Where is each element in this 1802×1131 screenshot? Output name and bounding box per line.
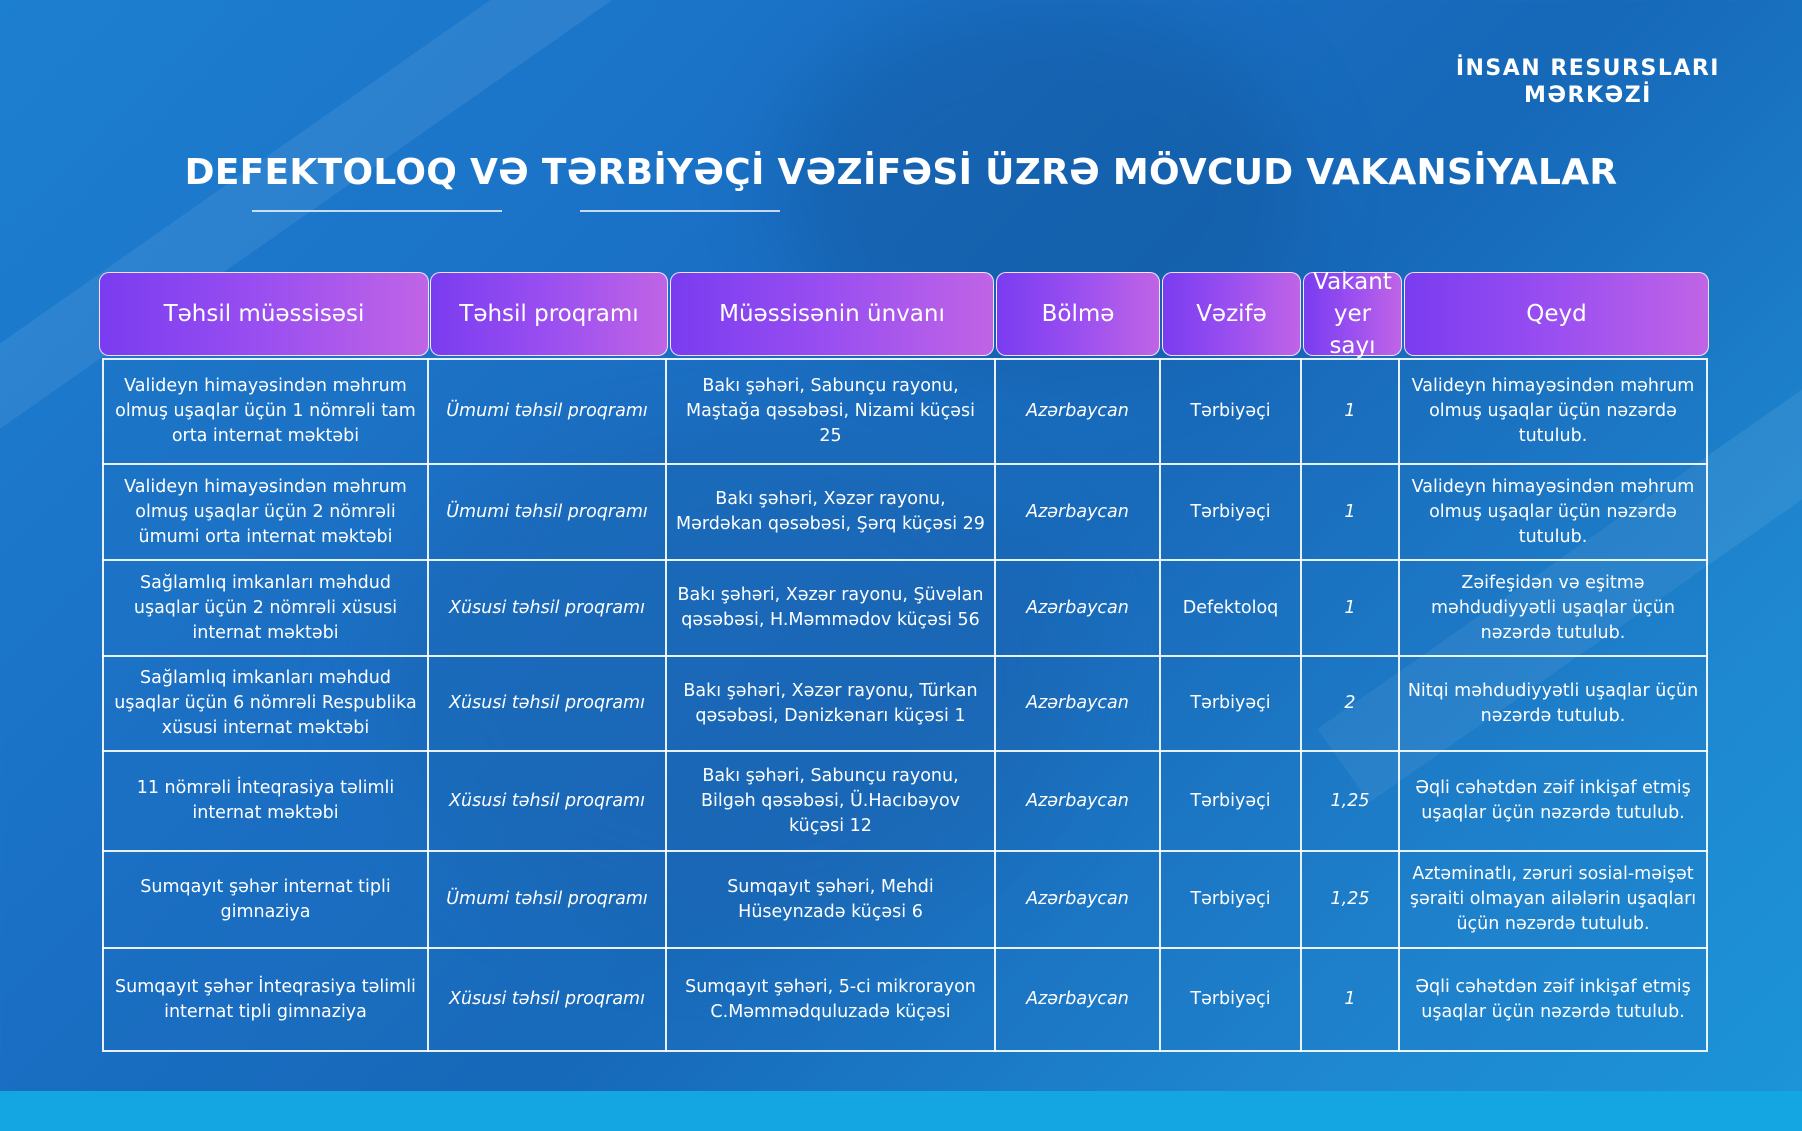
cell-address: Bakı şəhəri, Sabunçu rayonu, Maştağa qəsəbəsi, Nizami küçəsi 25 [685, 376, 976, 446]
cell-address: Sumqayıt şəhəri, Mehdi Hüseynzadə küçəsi 6 [727, 876, 934, 922]
cell-institution: Sumqayıt şəhər İnteqrasiya təlimli internat tipli gimnaziya [115, 976, 416, 1022]
cell-program: Xüsusi təhsil proqramı [449, 693, 645, 713]
header-institution: Təhsil müəssisəsi [99, 272, 429, 356]
page-title: DEFEKTOLOQ VƏ TƏRBİYƏÇİ VƏZİFƏSİ ÜZRƏ MÖVCUD VAKANSİYALAR [184, 152, 1618, 193]
cell-address: Bakı şəhəri, Xəzər rayonu, Şüvəlan qəsəbəsi, H.Məmmədov küçəsi 56 [677, 585, 984, 630]
cell-institution: 11 nömrəli İnteqrasiya təlimli internat məktəbi [136, 778, 395, 823]
title-underline-right [580, 210, 780, 212]
cell-position: Tərbiyəçi [1190, 501, 1271, 522]
cell-institution: Valideyn himayəsindən məhrum olmuş uşaqlar üçün 1 nömrəli tam orta internat məktəbi [115, 376, 416, 446]
cell-section: Azərbaycan [1026, 889, 1129, 909]
cell-address: Sumqayıt şəhəri, 5-ci mikrorayon C.Məmmədquluzadə küçəsi [685, 976, 976, 1022]
cell-institution: Sağlamlıq imkanları məhdud uşaqlar üçün 2 nömrəli xüsusi internat məktəbi [133, 572, 398, 643]
cell-section: Azərbaycan [1026, 790, 1129, 811]
cell-note: Valideyn himayəsindən məhrum olmuş uşaqlar üçün nəzərdə tutulub. [1411, 376, 1695, 446]
brand-line-1: İNSAN RESURSLARI [1455, 56, 1720, 81]
cell-position: Tərbiyəçi [1190, 790, 1271, 811]
cell-section: Azərbaycan [1026, 501, 1129, 522]
cell-note: Əqli cəhətdən zəif inkişaf etmiş uşaqlar üçün nəzərdə tutulub. [1415, 976, 1691, 1022]
cell-program: Xüsusi təhsil proqramı [449, 989, 645, 1009]
cell-institution: Valideyn himayəsindən məhrum olmuş uşaqlar üçün 2 nömrəli ümumi orta internat məktəbi [124, 476, 407, 547]
cell-section: Azərbaycan [1026, 597, 1129, 618]
cell-vacancies: 1 [1344, 597, 1356, 618]
cell-program: Ümumi təhsil proqramı [446, 401, 648, 421]
cell-note: Zəifeşidən və eşitmə məhdudiyyətli uşaqlar üçün nəzərdə tutulub. [1431, 572, 1675, 643]
cell-institution: Sumqayıt şəhər internat tipli gimnaziya [140, 876, 391, 922]
cell-note: Əqli cəhətdən zəif inkişaf etmiş uşaqlar üçün nəzərdə tutulub. [1415, 778, 1691, 823]
cell-position: Tərbiyəçi [1190, 401, 1271, 421]
cell-note: Aztəminatlı, zəruri sosial-məişət şəraiti olmayan ailələrin uşaqları üçün nəzərdə tutulub. [1409, 864, 1697, 934]
cell-vacancies: 1,25 [1330, 790, 1370, 811]
cell-program: Ümumi təhsil proqramı [446, 501, 648, 522]
header-note: Qeyd [1404, 272, 1709, 356]
cell-vacancies: 1 [1344, 501, 1356, 522]
cell-vacancies: 2 [1344, 693, 1356, 713]
cell-note: Nitqi məhdudiyyətli uşaqlar üçün nəzərdə tutulub. [1407, 680, 1699, 726]
header-address: Müəssisənin ünvanı [670, 272, 994, 356]
header-vacancies: Vakant yer sayı [1303, 272, 1402, 356]
cell-address: Bakı şəhəri, Xəzər rayonu, Mərdəkan qəsəbəsi, Şərq küçəsi 29 [676, 489, 985, 534]
cell-section: Azərbaycan [1026, 989, 1129, 1009]
header-section: Bölmə [996, 272, 1160, 356]
brand-logo [1456, 55, 1720, 109]
cell-section: Azərbaycan [1026, 693, 1129, 713]
cell-vacancies: 1 [1344, 401, 1356, 421]
cell-position: Defektoloq [1182, 597, 1279, 618]
cell-address: Bakı şəhəri, Sabunçu rayonu, Bilgəh qəsəbəsi, Ü.Hacıbəyov küçəsi 12 [700, 765, 961, 836]
cell-section: Azərbaycan [1026, 401, 1129, 421]
cell-vacancies: 1 [1344, 989, 1356, 1009]
bottom-band [0, 1091, 1802, 1131]
cell-program: Xüsusi təhsil proqramı [449, 790, 645, 811]
cell-address: Bakı şəhəri, Xəzər rayonu, Türkan qəsəbəsi, Dənizkənarı küçəsi 1 [683, 680, 978, 726]
cell-institution: Sağlamlıq imkanları məhdud uşaqlar üçün 6 nömrəli Respublika xüsusi internat məktəbi [114, 668, 417, 738]
brand-line-2: MƏRKƏZİ [1523, 83, 1652, 108]
cell-program: Ümumi təhsil proqramı [446, 889, 648, 909]
cell-vacancies: 1,25 [1330, 889, 1370, 909]
header-position: Vəzifə [1162, 272, 1301, 356]
cell-note: Valideyn himayəsindən məhrum olmuş uşaqlar üçün nəzərdə tutulub. [1411, 476, 1695, 547]
table-header [0, 269, 1802, 359]
cell-position: Tərbiyəçi [1190, 889, 1271, 909]
header-program: Təhsil proqramı [430, 272, 668, 356]
cell-program: Xüsusi təhsil proqramı [449, 597, 645, 618]
cell-position: Tərbiyəçi [1190, 693, 1271, 713]
title-underline-left [252, 210, 502, 212]
cell-position: Tərbiyəçi [1190, 989, 1271, 1009]
